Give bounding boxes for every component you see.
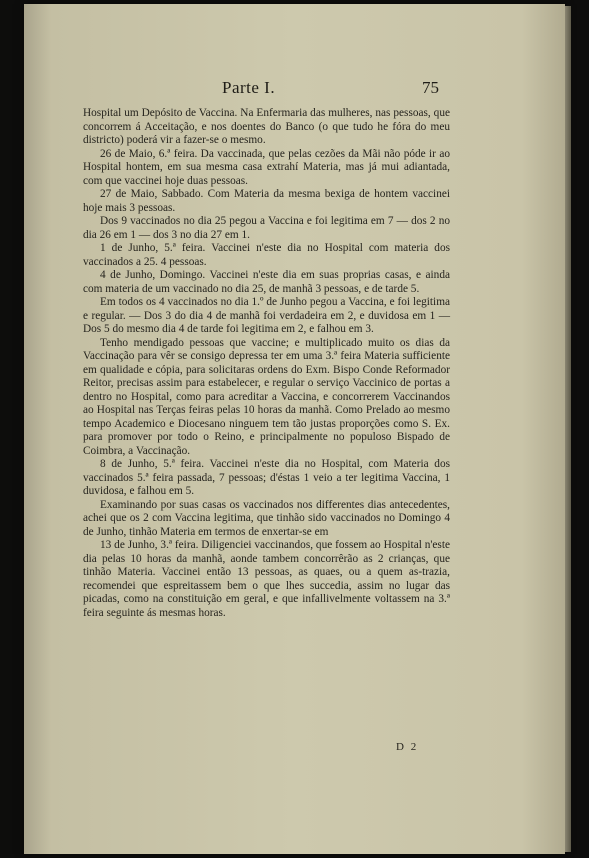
- paragraph: Examinando por suas casas os vaccinados nos differentes dias antecedentes, achei que os 2 com Vaccina legitima, que tinhão sido vaccinados no Domingo 4 de Junho, tinhão Materia em termos de enxertar-se em: [83, 498, 450, 538]
- signature-mark: D 2: [396, 741, 419, 753]
- paragraph: Tenho mendigado pessoas que vaccine; e multiplicado muito os dias da Vaccinação para vêr se consigo depressa ter em uma 3.ª feira Materia sufficiente em qualidade e cópia, para solicitaras ordens do Exm. Bispo Conde Reformador Reitor, precisas assim para estabelecer, e regular o serviço Vaccinico de portas a dentro no Hospital, como para acreditar a Vaccina, e concorrerem Vaccinandos ao Hospital nas Terças feiras pelas 10 horas da manhã. Como Prelado ao mesmo tempo Academico e Diocesano ninguem tem tão justas proporções como S. Ex. para promover por todo o Reino, e principalmente no populoso Bispado de Coimbra, a Vaccinação.: [83, 336, 450, 457]
- body-text: [83, 107, 450, 620]
- paragraph: Hospital um Depósito de Vaccina. Na Enfermaria das mulheres, nas pessoas, que concorrem á Acceitação, e nos doentes do Banco (o que tudo he fóra do meu districto) poderá vir a fazer-se o mesmo.: [83, 107, 450, 146]
- paragraph: 8 de Junho, 5.ª feira. Vaccinei n'este dia no Hospital, com Materia dos vaccinados 5.ª feira passada, 7 pessoas; d'éstas 1 veio a ter legitima Vaccina, 1 duvidosa, e falhou em 5.: [83, 458, 450, 497]
- paragraph: Dos 9 vaccinados no dia 25 pegou a Vaccina e foi legitima em 7 — dos 2 no dia 26 em 1 — dos 3 no dia 27 em 1.: [83, 215, 450, 241]
- page-header: [24, 78, 565, 102]
- running-head: Parte I.: [222, 78, 276, 97]
- paragraph: 27 de Maio, Sabbado. Com Materia da mesma bexiga de hontem vaccinei hoje mais 3 pessoas.: [83, 188, 450, 214]
- paragraph: 1 de Junho, 5.ª feira. Vaccinei n'este dia no Hospital com materia dos vaccinados a 25. 4 pessoas.: [83, 242, 450, 268]
- paragraph: 26 de Maio, 6.ª feira. Da vaccinada, que pelas cezões da Mãi não póde ir ao Hospital hontem, em sua mesma casa extrahí Materia, mas já mui adiantada, com que vaccinei hoje duas pessoas.: [83, 147, 450, 187]
- page-number: 75: [422, 78, 439, 97]
- page-edge: [565, 6, 571, 852]
- paragraph: Em todos os 4 vaccinados no dia 1.º de Junho pegou a Vaccina, e foi legitima e regular. — Dos 3 do dia 4 de manhã foi verdadeira em 2, e duvidosa em 1 — Dos 5 do mesmo dia 4 de tarde foi legitima em 2, e falhou em 3.: [83, 296, 450, 335]
- paragraph: 13 de Junho, 3.ª feira. Diligenciei vaccinandos, que fossem ao Hospital n'este dia pelas 10 horas da manhã, aonde tambem concorrêrão as 2 crianças, que tinhão Materia. Vaccinei então 13 pessoas, as quaes, ou a quem as-trazia, recomendei que espreitassem bem o que lhes succedia, assim no lugar das picadas, como na constituição em geral, e que infallivelmente voltassem na 3.ª feira seguinte ás mesmas horas.: [83, 539, 450, 619]
- paragraph: 4 de Junho, Domingo. Vaccinei n'este dia em suas proprias casas, e ainda com materia de um vaccinado no dia 25, de manhã 3 pessoas, e de tarde 5.: [83, 269, 450, 295]
